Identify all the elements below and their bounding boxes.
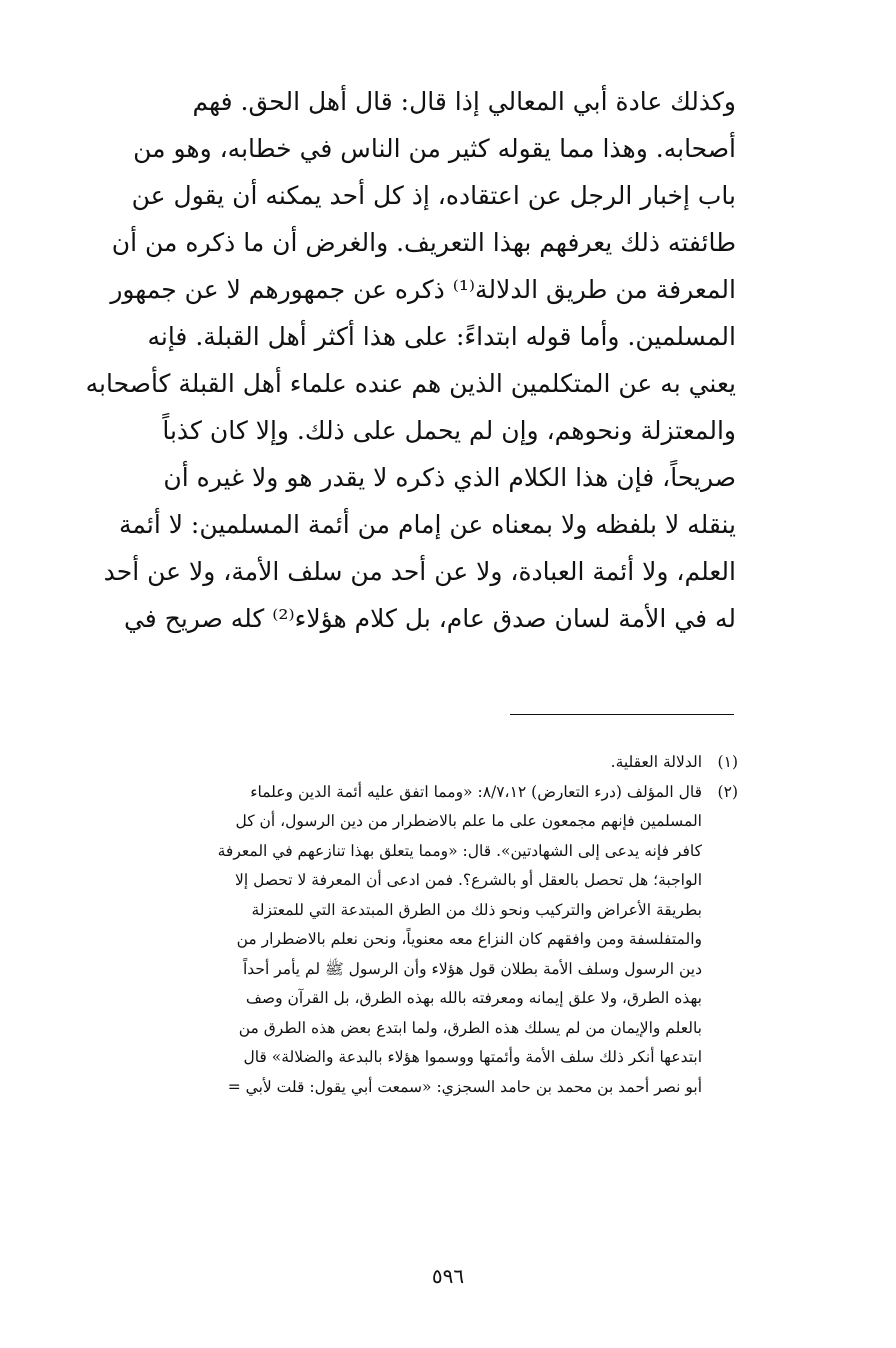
footnote-body <box>58 748 702 778</box>
text-line: يعني به عن المتكلمين الذين هم عنده علماء أهل القبلة كأصحابه <box>85 369 736 398</box>
footnotes <box>58 748 738 1102</box>
footnote-line: ابتدعها أنكر ذلك سلف الأمة وأئمتها ووسموا هؤلاء بالبدعة والضلالة» قال <box>243 1048 702 1066</box>
footnote-line: بهذه الطرق، ولا علق إيمانه ومعرفته بالله بهذه الطرق، بل القرآن وصف <box>245 989 702 1007</box>
footnote-line: المسلمين فإنهم مجمعون على ما علم بالاضطرار من دين الرسول، أن كل <box>235 812 702 830</box>
text-line: صريحاً، فإن هذا الكلام الذي ذكره لا يقدر هو ولا غيره أن <box>163 463 736 492</box>
footnote-2 <box>58 778 738 1103</box>
footnote-line: بطريقة الأعراض والتركيب ونحو ذلك من الطرق المبتدعة التي للمعتزلة <box>251 900 702 919</box>
text-line: أصحابه. وهذا مما يقوله كثير من الناس في خطابه، وهو من <box>133 134 736 163</box>
text-line: المسلمين. وأما قوله ابتداءً: على هذا أكثر أهل القبلة. فإنه <box>147 322 736 351</box>
footnote-separator <box>510 714 734 715</box>
footnote-line: والمتفلسفة ومن وافقهم كان النزاع معه معنوياً، ونحن نعلم بالاضطرار من <box>236 930 702 948</box>
text-line: والمعتزلة ونحوهم، وإن لم يحمل على ذلك. وإلا كان كذباً <box>162 416 736 445</box>
footnote-line: دين الرسول وسلف الأمة بطلان قول هؤلاء وأن الرسول ﷺ لم يأمر أحداً <box>242 959 702 978</box>
text-line: المعرفة من طريق الدلالة⁽¹⁾ ذكره عن جمهورهم لا عن جمهور <box>110 275 736 304</box>
footnote-line: كافر فإنه يدعى إلى الشهادتين». قال: «ومما يتعلق بهذا تنازعهم في المعرفة <box>217 841 702 860</box>
text-line: ينقله لا بلفظه ولا بمعناه عن إمام من أئمة المسلمين: لا أئمة <box>119 510 736 539</box>
footnote-body <box>58 778 702 1103</box>
footnote-number: (١) <box>717 753 738 771</box>
text-line: وكذلك عادة أبي المعالي إذا قال: قال أهل الحق. فهم <box>192 87 736 116</box>
footnote-1 <box>58 748 738 778</box>
footnote-line: الدلالة العقلية. <box>610 753 702 771</box>
footnote-number: (٢) <box>717 782 738 801</box>
text-line: العلم، ولا أئمة العبادة، ولا عن أحد من سلف الأمة، ولا عن أحد <box>103 557 736 586</box>
text-line: باب إخبار الرجل عن اعتقاده، إذ كل أحد يمكنه أن يقول عن <box>131 181 736 210</box>
page-number: ٥٩٦ <box>431 1264 465 1288</box>
text-line: له في الأمة لسان صدق عام، بل كلام هؤلاء⁽²⁾ كله صريح في <box>123 604 736 633</box>
footnote-line: الواجبة؛ هل تحصل بالعقل أو بالشرع؟. فمن ادعى أن المعرفة لا تحصل إلا <box>235 871 702 889</box>
footnote-line: بالعلم والإيمان من لم يسلك هذه الطرق، ولما ابتدع بعض هذه الطرق من <box>238 1018 702 1037</box>
main-text <box>62 78 736 642</box>
text-line: طائفته ذلك يعرفهم بهذا التعريف. والغرض أن ما ذكره من أن <box>111 228 736 257</box>
footnote-line: أبو نصر أحمد بن محمد بن حامد السجزي: «سمعت أبي يقول: قلت لأبي = <box>227 1077 702 1096</box>
footnote-line: قال المؤلف (درء التعارض) ٨/٧،١٢: «ومما اتفق عليه أئمة الدين وعلماء <box>250 782 702 801</box>
